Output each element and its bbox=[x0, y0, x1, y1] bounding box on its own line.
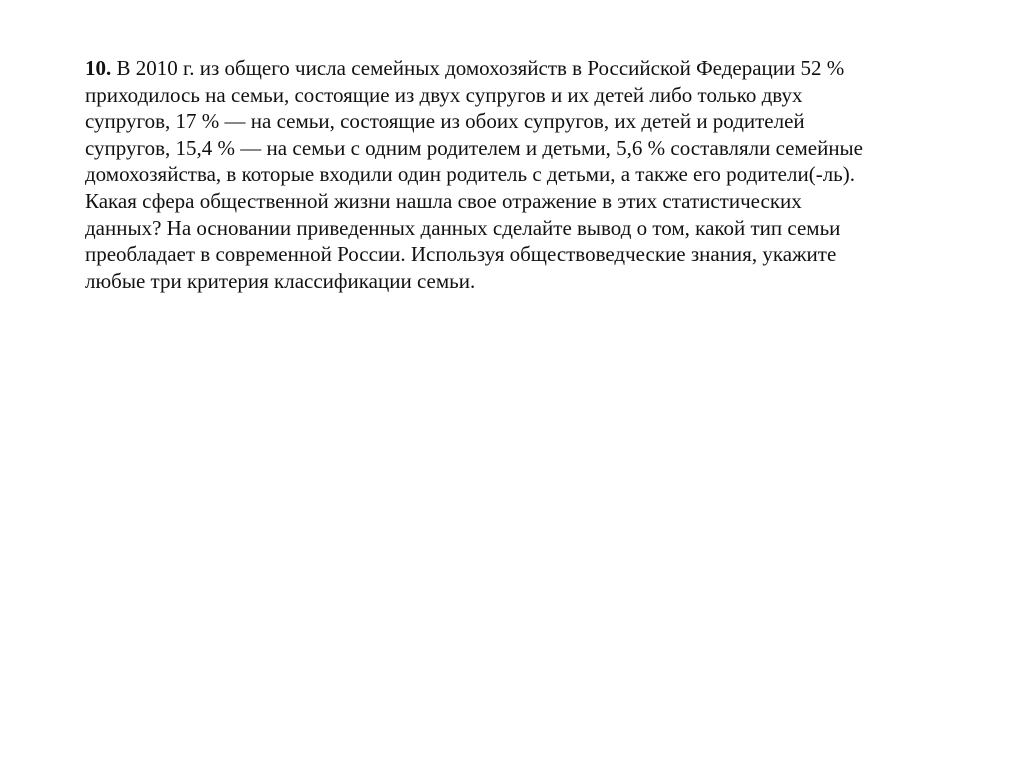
task-line-7: данных? На основании приведенных данных сделайте вывод о том, какой тип семьи bbox=[85, 215, 841, 240]
task-line-1 bbox=[85, 55, 945, 82]
task-line-6: Какая сфера общественной жизни нашла свое отражение в этих статистических bbox=[85, 188, 802, 213]
task-number: 10. bbox=[85, 56, 112, 80]
task-text bbox=[85, 55, 945, 294]
task-line-5: домохозяйства, в которые входили один родитель с детьми, а также его родители(-ль). bbox=[85, 162, 856, 187]
task-line-4: супругов, 15,4 % — на семьи с одним родителем и детьми, 5,6 % составляли семейные bbox=[85, 135, 863, 160]
task-line-2: приходилось на семьи, состоящие из двух супругов и их детей либо только двух bbox=[85, 82, 803, 107]
task-line-8: преобладает в современной России. Используя обществоведческие знания, укажите bbox=[85, 242, 837, 267]
task-line-9: любые три критерия классификации семьи. bbox=[85, 268, 476, 293]
task-line-1-text: В 2010 г. из общего числа семейных домохозяйств в Российской Федерации 52 % bbox=[111, 56, 845, 80]
task-line-3: супругов, 17 % — на семьи, состоящие из обоих супругов, их детей и родителей bbox=[85, 109, 805, 134]
